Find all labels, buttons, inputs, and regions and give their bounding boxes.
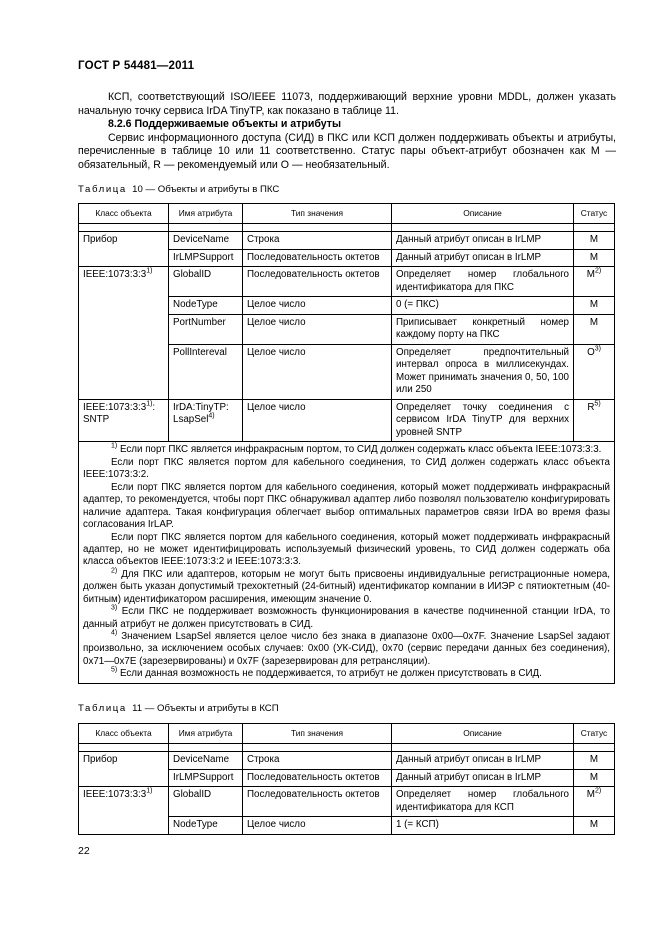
cell-status: M xyxy=(574,752,615,770)
intro-paragraph-1: КСП, соответствующий ISO/IEEE 11073, поддерживающий верхние уровни MDDL, должен указать начальную точку сервиса IrDA TinyTP, как показано в таблице 11. xyxy=(78,91,616,117)
cell-status: M xyxy=(574,232,615,250)
cell-status: M xyxy=(574,249,615,267)
footnote: $^{2)}$ Для ПКС или адаптеров, которым не могут быть присвоены индивидуальные регистрационные номера, должен быть указан допустимый трехоктетный (24-битный) идентификатор компании в ИИЭР с пятиоктетным (40-битным) идентификатором расширения, имеющим значение 0. xyxy=(83,567,610,605)
cell-status: M xyxy=(574,817,615,835)
cell-attr: IrLMPSupport xyxy=(169,249,243,267)
intro-paragraph-2: Сервис информационного доступа (СИД) в ПКС или КСП должен поддерживать объекты и атрибуты, перечисленные в таблице 10 или 11 соответственно. Статус пары объект-атрибут обозначен как М — обязательный, R — рекомендуемый или О — необязательный. xyxy=(78,131,616,171)
cell-desc: Приписывает конкретный номер каждому порту на ПКС xyxy=(392,314,574,344)
table-10-caption-label: Таблица xyxy=(78,184,127,195)
cell-type: Целое число xyxy=(243,314,392,344)
footnote: $^{5)}$ Если данная возможность не поддерживается, то атрибут не должен присутствовать в СИД. xyxy=(111,667,542,680)
footnote: Если порт ПКС является портом для кабельного соединения, который может поддерживать инфракрасный адаптер, то рекомендуется, чтобы порт ПКС обнаруживал адаптер либо позволял пользователю конфигурировать наличие адаптера. Такая конфигурация облегчает выбор оптимальных параметров связи IrDA во время фазы согласования IrLAP. xyxy=(83,481,610,531)
page-number: 22 xyxy=(78,845,90,857)
col-header-type: Тип значения xyxy=(243,724,392,744)
table-10-header-row xyxy=(79,204,615,224)
col-header-desc: Описание xyxy=(392,724,574,744)
cell-attr: DeviceName xyxy=(169,752,243,770)
cell-attr: NodeType xyxy=(169,297,243,315)
cell-desc: Определяет предпочтительный интервал опроса в миллисекундах. Может принимать значения 0, 50, 100 или 250 xyxy=(392,344,574,399)
footnote: Если порт ПКС является портом для кабельного соединения, то СИД должен содержать класс объекта IEEE:1073:3:2. xyxy=(83,456,610,481)
table-11-caption-text: 11 — Объекты и атрибуты в КСП xyxy=(132,703,279,714)
col-header-type: Тип значения xyxy=(243,204,392,224)
cell-class: IEEE:1073:3:3$^{1)}$ xyxy=(79,267,169,400)
table-11-caption-label: Таблица xyxy=(78,703,127,714)
cell-desc: Определяет номер глобального идентификатора для ПКС xyxy=(392,267,574,297)
table-row xyxy=(79,267,615,297)
cell-status: $R^{5)}$ xyxy=(574,399,615,442)
cell-type: Целое число xyxy=(243,297,392,315)
cell-desc: Данный атрибут описан в IrLMP xyxy=(392,249,574,267)
cell-desc: Определяет точку соединения с сервисом IrDA TinyTP для верхних уровней SNTP xyxy=(392,399,574,442)
cell-desc: Данный атрибут описан в IrLMP xyxy=(392,752,574,770)
table-row xyxy=(79,399,615,442)
document-header: ГОСТ Р 54481—2011 xyxy=(78,60,195,72)
cell-type: Последовательность октетов xyxy=(243,267,392,297)
cell-attr: PollIntereval xyxy=(169,344,243,399)
table-10-caption xyxy=(78,184,279,196)
cell-class: IEEE:1073:3:3$^{1)}$: SNTP xyxy=(79,399,169,442)
cell-attr: GlobalID xyxy=(169,787,243,817)
section-title: 8.2.6 Поддерживаемые объекты и атрибуты xyxy=(108,118,342,131)
cell-status: $M^{2)}$ xyxy=(574,267,615,297)
col-header-desc: Описание xyxy=(392,204,574,224)
table-11-caption xyxy=(78,703,279,715)
cell-type: Строка xyxy=(243,232,392,250)
footnote: $^{4)}$ Значением LsapSel является целое число без знака в диапазоне 0x00—0x7F. Значение LsapSel задают произвольно, за исключением особых случаев: 0x00 (УК-СИД), 0x70 (сервис передачи данных без соединения), 0x71—0x7E (зарезервированы) и 0x7F (зарезервирован для ретрансляции). xyxy=(83,629,610,667)
cell-status: $M^{2)}$ xyxy=(574,787,615,817)
footnote: $^{3)}$ Если ПКС не поддерживает возможность функционирования в качестве подчиненной станции IrDA, то данный атрибут не должен присутствовать в СИД. xyxy=(83,604,610,630)
cell-attr: PortNumber xyxy=(169,314,243,344)
table-row xyxy=(79,232,615,250)
cell-attr: DeviceName xyxy=(169,232,243,250)
cell-desc: Определяет номер глобального идентификатора для КСП xyxy=(392,787,574,817)
cell-attr: NodeType xyxy=(169,817,243,835)
cell-status: M xyxy=(574,314,615,344)
cell-class: IEEE:1073:3:3$^{1)}$ xyxy=(79,787,169,835)
cell-type: Последовательность октетов xyxy=(243,249,392,267)
table-row xyxy=(79,752,615,770)
table-11-header-row xyxy=(79,724,615,744)
cell-status: $O^{3)}$ xyxy=(574,344,615,399)
col-header-status: Статус xyxy=(574,204,615,224)
footnote: $^{1)}$ Если порт ПКС является инфракрасным портом, то СИД должен содержать класс объекта IEEE:1073:3:3. xyxy=(111,443,602,456)
intro-text xyxy=(78,91,616,172)
cell-class: Прибор xyxy=(79,752,169,787)
cell-status: M xyxy=(574,769,615,787)
col-header-class: Класс объекта xyxy=(79,204,169,224)
col-header-class: Класс объекта xyxy=(79,724,169,744)
cell-attr: GlobalID xyxy=(169,267,243,297)
cell-type: Целое число xyxy=(243,399,392,442)
col-header-attr: Имя атрибута xyxy=(169,724,243,744)
table-10-caption-text: 10 — Объекты и атрибуты в ПКС xyxy=(132,184,280,195)
cell-status: M xyxy=(574,297,615,315)
table-notes xyxy=(79,442,615,683)
table-10 xyxy=(78,203,615,684)
col-header-status: Статус xyxy=(574,724,615,744)
cell-type: Строка xyxy=(243,752,392,770)
cell-type: Последовательность октетов xyxy=(243,787,392,817)
cell-type: Последовательность октетов xyxy=(243,769,392,787)
cell-desc: 0 (= ПКС) xyxy=(392,297,574,315)
cell-attr: IrDA:TinyTP: LsapSel$^{4)}$ xyxy=(169,399,243,442)
cell-class: Прибор xyxy=(79,232,169,267)
col-header-attr: Имя атрибута xyxy=(169,204,243,224)
table-11 xyxy=(78,723,615,835)
table-10-notes-row xyxy=(79,442,615,683)
table-row xyxy=(79,787,615,817)
cell-attr: IrLMPSupport xyxy=(169,769,243,787)
cell-type: Целое число xyxy=(243,344,392,399)
cell-desc: Данный атрибут описан в IrLMP xyxy=(392,769,574,787)
footnote: Если порт ПКС является портом для кабельного соединения, который может поддерживать инфракрасный адаптер, но не может идентифицировать используемый физический уровень, то СИД должен содержать оба класса объектов IEEE:1073:3:2 и IEEE:1073:3:3. xyxy=(83,531,610,568)
cell-desc: 1 (= КСП) xyxy=(392,817,574,835)
cell-desc: Данный атрибут описан в IrLMP xyxy=(392,232,574,250)
cell-type: Целое число xyxy=(243,817,392,835)
